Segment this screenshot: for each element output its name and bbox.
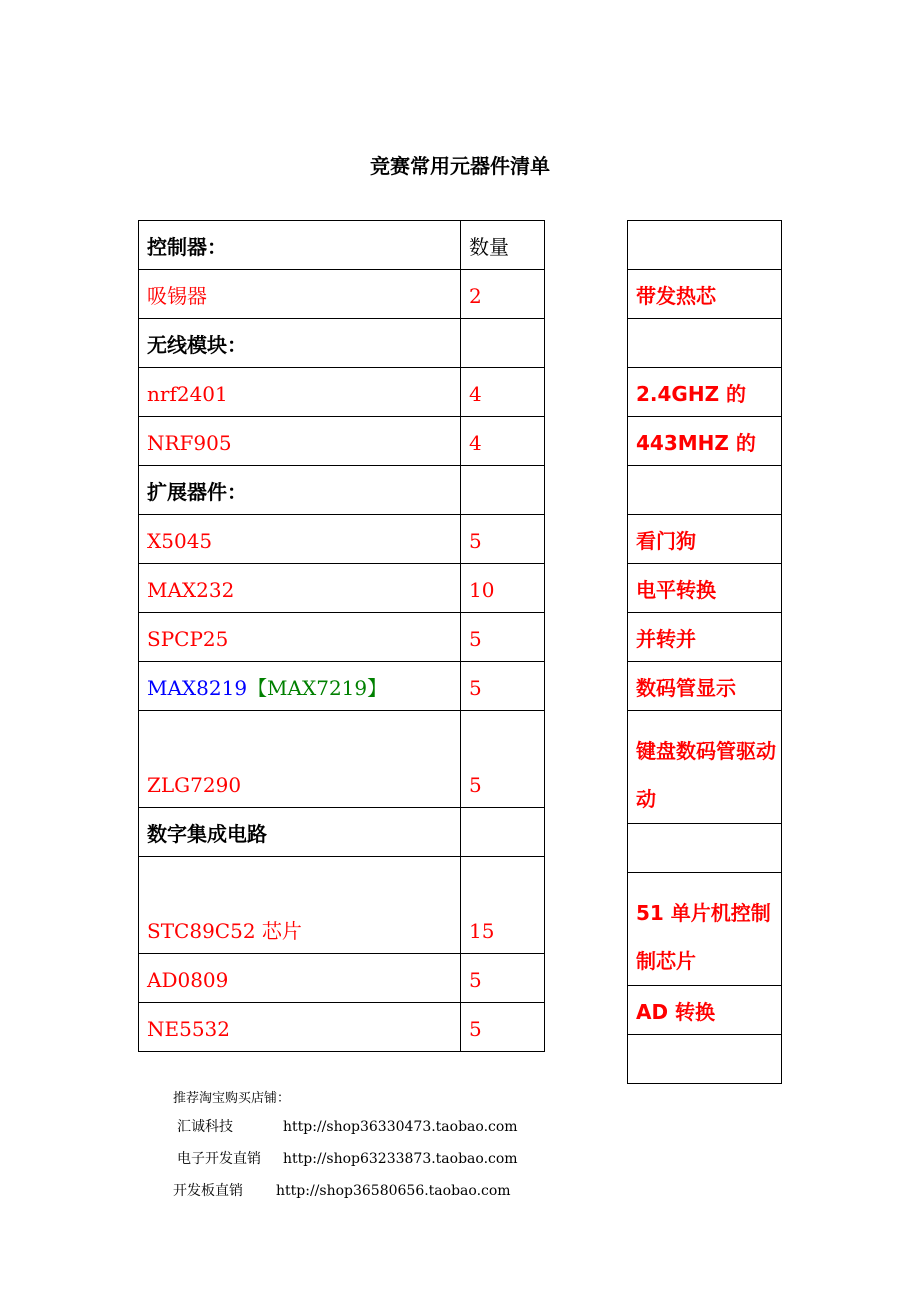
component-name: ZLG7290: [147, 773, 242, 797]
note-cell: [628, 270, 782, 319]
note-cell: [628, 711, 782, 824]
document-title: 竞赛常用元器件清单: [370, 154, 550, 178]
quantity-cell: [461, 954, 545, 1003]
component-name-cell: [139, 613, 461, 662]
component-alt-name: 【MAX7219】: [247, 676, 388, 700]
quantity-cell: [461, 221, 545, 270]
quantity-value: 15: [469, 919, 495, 943]
component-name-cell: [139, 466, 461, 515]
quantity-cell: [461, 417, 545, 466]
quantity-value: 数量: [469, 235, 509, 259]
note-text: 数码管显示: [636, 676, 736, 700]
quantity-cell: [461, 466, 545, 515]
section-label: 控制器：: [147, 235, 227, 259]
component-name-cell: [139, 270, 461, 319]
table-row: [139, 857, 545, 954]
shop-name: 汇诚科技: [177, 1119, 233, 1135]
quantity-value: 4: [469, 431, 482, 455]
notes-table: [627, 220, 782, 1084]
table-row: [139, 662, 545, 711]
note-cell: [628, 368, 782, 417]
shop-url[interactable]: http://shop63233873.taobao.com: [283, 1151, 518, 1167]
note-text: 电平转换: [636, 578, 716, 602]
component-name-cell: [139, 368, 461, 417]
note-text: 443MHZ 的: [636, 431, 756, 455]
quantity-value: 2: [469, 284, 482, 308]
table-row: [139, 466, 545, 515]
quantity-cell: [461, 1003, 545, 1052]
shop-url[interactable]: http://shop36330473.taobao.com: [283, 1119, 518, 1135]
component-name-cell: [139, 319, 461, 368]
note-text-continued: 制芯片: [636, 949, 696, 973]
note-row: [628, 221, 782, 270]
quantity-cell: [461, 857, 545, 954]
quantity-value: 4: [469, 382, 482, 406]
component-name-cell: [139, 857, 461, 954]
table-row: [139, 221, 545, 270]
section-label: 无线模块：: [147, 333, 247, 357]
quantity-value: 5: [469, 773, 482, 797]
table-row: [139, 564, 545, 613]
component-name-cell: [139, 564, 461, 613]
shop-line: [177, 1116, 518, 1136]
components-table: [138, 220, 545, 1052]
component-name-cell: [139, 808, 461, 857]
note-cell: [628, 319, 782, 368]
note-row: [628, 564, 782, 613]
note-cell: [628, 1035, 782, 1084]
shop-line: [173, 1180, 511, 1200]
shop-name: 开发板直销: [173, 1183, 243, 1199]
note-cell: [628, 662, 782, 711]
component-name: NRF905: [147, 431, 232, 455]
table-row: [139, 808, 545, 857]
note-text: 看门狗: [636, 529, 696, 553]
note-text: 2.4GHZ 的: [636, 382, 747, 406]
quantity-cell: [461, 270, 545, 319]
section-label: 数字集成电路: [147, 822, 267, 846]
note-cell: [628, 986, 782, 1035]
table-row: [139, 954, 545, 1003]
note-text: AD 转换: [636, 1000, 716, 1024]
note-row: [628, 662, 782, 711]
quantity-value: 5: [469, 1017, 482, 1041]
quantity-cell: [461, 564, 545, 613]
note-row: [628, 1035, 782, 1084]
note-cell: [628, 613, 782, 662]
note-cell: [628, 824, 782, 873]
note-cell: [628, 221, 782, 270]
quantity-cell: [461, 662, 545, 711]
component-name: MAX232: [147, 578, 235, 602]
note-cell: [628, 564, 782, 613]
component-name: STC89C52 芯片: [147, 919, 302, 943]
component-name: SPCP25: [147, 627, 229, 651]
component-name-cell: [139, 711, 461, 808]
note-row: [628, 417, 782, 466]
note-row: [628, 466, 782, 515]
component-name: X5045: [147, 529, 213, 553]
note-cell: [628, 466, 782, 515]
section-label: 扩展器件：: [147, 480, 247, 504]
table-row: [139, 270, 545, 319]
quantity-value: 10: [469, 578, 495, 602]
note-cell: [628, 515, 782, 564]
component-name: MAX8219: [147, 676, 248, 700]
component-name-cell: [139, 662, 461, 711]
quantity-value: 5: [469, 676, 482, 700]
component-name: AD0809: [147, 968, 229, 992]
note-text: 带发热芯: [636, 284, 716, 308]
note-row: [628, 613, 782, 662]
note-text: 键盘数码管驱动: [636, 739, 776, 763]
note-row: [628, 824, 782, 873]
note-row: [628, 711, 782, 824]
quantity-cell: [461, 613, 545, 662]
note-text-continued: 动: [636, 787, 656, 811]
table-row: [139, 711, 545, 808]
quantity-cell: [461, 515, 545, 564]
table-row: [139, 417, 545, 466]
note-row: [628, 270, 782, 319]
component-name-cell: [139, 417, 461, 466]
note-row: [628, 319, 782, 368]
quantity-value: 5: [469, 968, 482, 992]
quantity-cell: [461, 711, 545, 808]
quantity-value: 5: [469, 529, 482, 553]
footer-heading: 推荐淘宝购买店铺：: [173, 1091, 291, 1106]
component-name-cell: [139, 1003, 461, 1052]
component-name: 吸锡器: [147, 284, 207, 308]
note-cell: [628, 873, 782, 986]
table-row: [139, 1003, 545, 1052]
shop-name: 电子开发直销: [177, 1151, 261, 1167]
note-row: [628, 368, 782, 417]
component-name-cell: [139, 515, 461, 564]
component-name: nrf2401: [147, 382, 228, 406]
shop-line: [177, 1148, 518, 1168]
note-cell: [628, 417, 782, 466]
table-row: [139, 613, 545, 662]
note-text: 并转并: [636, 627, 696, 651]
quantity-cell: [461, 368, 545, 417]
component-name-cell: [139, 221, 461, 270]
quantity-cell: [461, 808, 545, 857]
table-row: [139, 515, 545, 564]
table-row: [139, 319, 545, 368]
table-row: [139, 368, 545, 417]
note-row: [628, 515, 782, 564]
component-name-cell: [139, 954, 461, 1003]
component-name: NE5532: [147, 1017, 230, 1041]
note-row: [628, 873, 782, 986]
shop-url[interactable]: http://shop36580656.taobao.com: [276, 1183, 511, 1199]
quantity-value: 5: [469, 627, 482, 651]
quantity-cell: [461, 319, 545, 368]
note-row: [628, 986, 782, 1035]
note-text: 51 单片机控制: [636, 901, 771, 925]
